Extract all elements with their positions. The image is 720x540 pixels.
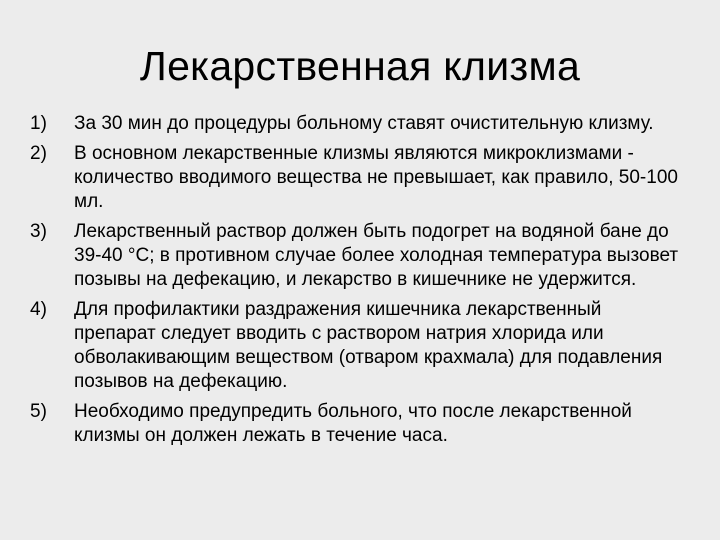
list-item-number: 2): [30, 143, 47, 164]
list-item-text: Необходимо предупредить больного, что после лекарственной клизмы он должен лежать в течение часа.: [74, 401, 632, 446]
list-item-text: За 30 мин до процедуры больному ставят очистительную клизму.: [74, 113, 654, 134]
list-item: [30, 220, 680, 292]
list-item: [30, 298, 680, 394]
list-item-text: Лекарственный раствор должен быть подогрет на водяной бане до 39-40 °С; в противном случае более холодная температура вызовет позывы на дефекацию, и лекарство в кишечнике не удержится.: [74, 221, 679, 290]
list-item-text: В основном лекарственные клизмы являются микроклизмами - количество вводимого вещества не превышает, как правило, 50-100 мл.: [74, 143, 678, 212]
numbered-list: [30, 112, 680, 454]
list-item: [30, 112, 680, 136]
list-item-number: 4): [30, 299, 47, 320]
list-item-number: 3): [30, 221, 47, 242]
list-item: [30, 142, 680, 214]
list-item-number: 5): [30, 401, 47, 422]
list-item: [30, 400, 680, 448]
slide-title: Лекарственная клизма: [139, 43, 581, 89]
list-item-number: 1): [30, 113, 47, 134]
list-item-text: Для профилактики раздражения кишечника лекарственный препарат следует вводить с раствором натрия хлорида или обволакивающим веществом (отваром крахмала) для подавления позывов на дефекацию.: [74, 299, 663, 392]
